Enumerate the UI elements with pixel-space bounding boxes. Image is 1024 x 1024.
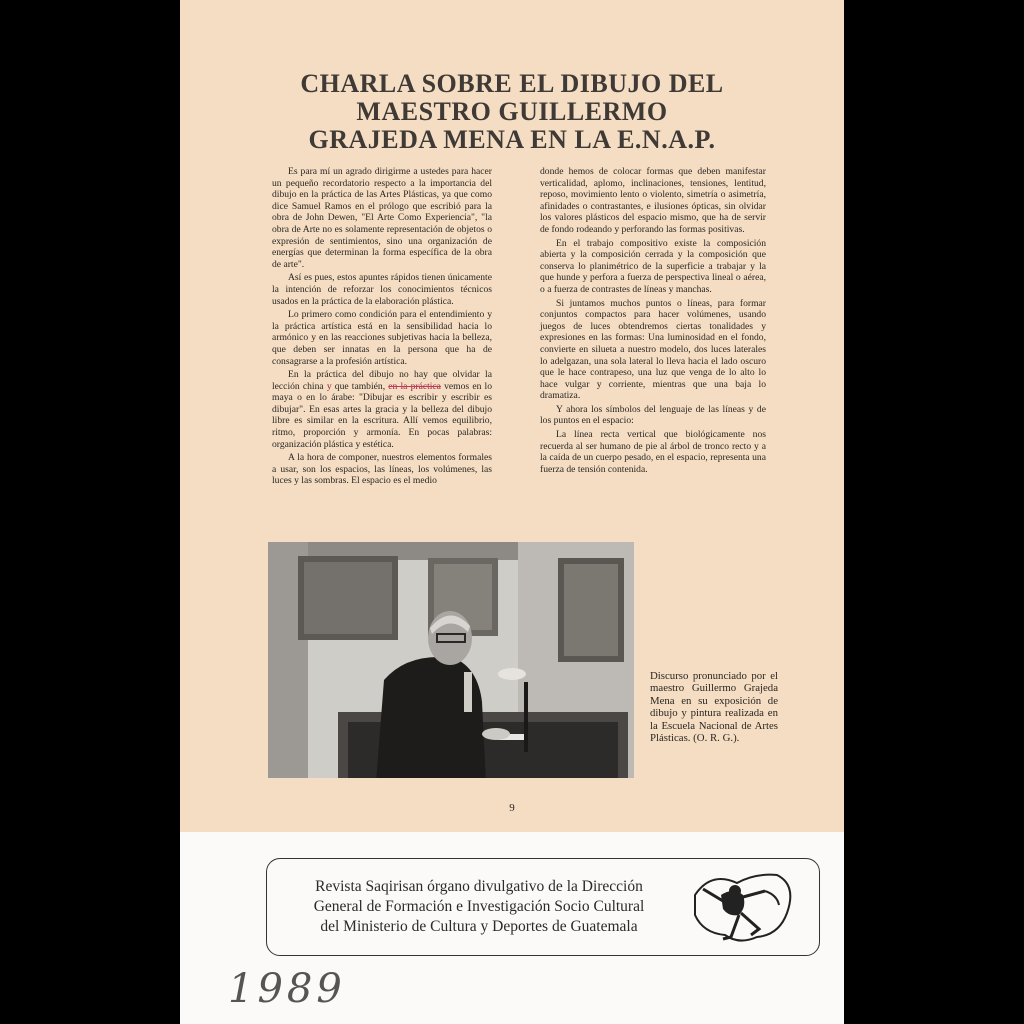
- photo-caption: Discurso pronunciado por el maestro Guillermo Grajeda Mena en su exposición de dibujo y pintura realizada en la Escuela Nacional de Artes Plásticas. (O. R. G.).: [650, 670, 778, 745]
- correction-mark: y: [326, 380, 332, 392]
- paragraph: Lo primero como condición para el entendimiento y la práctica artística está en la sensibilidad hacia lo armónico y en las reacciones subjetivas hacia la belleza, que deben ser innatas en la persona que ha de consagrarse a la profesión artística.: [272, 309, 492, 367]
- publication-credit: [289, 877, 669, 937]
- publication-box: [266, 858, 820, 956]
- page-number: 9: [509, 802, 515, 814]
- paragraph: A la hora de componer, nuestros elementos formales a usar, son los espacios, las líneas, los volúmenes, las luces y las sombras. El espacio es el medio: [272, 452, 492, 487]
- credit-line-2: General de Formación e Investigación Socio Cultural: [313, 898, 645, 915]
- paragraph: Es para mí un agrado dirigirme a ustedes para hacer un pequeño recordatorio respecto a la importancia del dibujo en la práctica de las Artes Plásticas, ya que como dice Samuel Ramos en el prólogo que escribió para la obra de John Dewen, "El Arte Como Experiencia", "la obra de Arte no es solamente representación de objetos o expresión de sentimientos, sino una organización de energías que determinan la forma específica de la obra de arte".: [272, 166, 492, 270]
- article-column-left: [272, 166, 492, 489]
- credit-line-3: del Ministerio de Cultura y Deportes de Guatemala: [320, 918, 638, 935]
- paragraph: [272, 369, 492, 450]
- sheet-bottom: [180, 832, 844, 1024]
- magazine-page: [180, 0, 844, 1024]
- title-line-1: CHARLA SOBRE EL DIBUJO DEL: [300, 69, 724, 98]
- article-column-right: [540, 166, 766, 477]
- article-title: [180, 70, 844, 154]
- paragraph: donde hemos de colocar formas que deben manifestar verticalidad, aplomo, inclinaciones, tensiones, lentitud, reposo, movimiento lento o violento, simetría o asimetría, afinidades o contrastantes, e ilusiones ópticas, sin olvidar los valores plásticos del espacio mismo, que ha de servir de fondo rodeando y perforando las formas positivas.: [540, 166, 766, 235]
- handwritten-year: 1989: [228, 966, 346, 1012]
- masked-dancer-logo-icon: [681, 865, 801, 949]
- paragraph-text: En la práctica del dibujo no hay que olvidar la lección china: [272, 369, 492, 392]
- paragraph: La línea recta vertical que biológicamente nos recuerda al ser humano de pie al árbol de tronco recto y a la caída de un cuerpo pesado, en el espacio, representa una fuerza de tensión contenida.: [540, 429, 766, 475]
- title-line-3: GRAJEDA MENA EN LA E.N.A.P.: [308, 125, 716, 154]
- paragraph-text: que también,: [334, 380, 386, 392]
- paragraph: En el trabajo compositivo existe la composición abierta y la composición cerrada y la composición que conserva lo planimétrico de la superficie a trabajar y la que hunde y perfora a fuerza de perspectiva lineal o aérea, o a fuerza de contrastes de líneas y manchas.: [540, 237, 766, 295]
- speaker-photo: [268, 542, 634, 778]
- title-line-2: MAESTRO GUILLERMO: [356, 97, 668, 126]
- credit-line-1: Revista Saqirisan órgano divulgativo de la Dirección: [315, 878, 643, 895]
- paragraph-text: vemos en lo maya o en lo árabe: "Dibujar es escribir y escribir es dibujar". En esas artes la gracia y la belleza del dibujo libre es similar en la escritura. Allí vemos equilibrio, ritmo, proporción y armonía. En pocas palabras: organización plástica y estética.: [272, 380, 492, 450]
- struck-text: en la práctica: [388, 380, 441, 392]
- paragraph: Si juntamos muchos puntos o líneas, para formar conjuntos compactos para hacer volúmenes, usando juegos de luces obtendremos ciertas tonalidades y expresiones en las formas: Una luminosidad en el fondo, convierte en silueta a nuestro modelo, dos luces laterales lo adelgazan, una sola lateral lo lleva hacia el lado oscuro que le hace contrapeso, una luz que venga de lo alto lo hace vulgar y corriente, mientras que una baja lo dramatiza.: [540, 297, 766, 402]
- paragraph: Y ahora los símbolos del lenguaje de las líneas y de los puntos en el espacio:: [540, 403, 766, 427]
- paragraph: Así es pues, estos apuntes rápidos tienen únicamente la intención de reforzar los conocimientos técnicos usados en la práctica de la elaboración plástica.: [272, 272, 492, 307]
